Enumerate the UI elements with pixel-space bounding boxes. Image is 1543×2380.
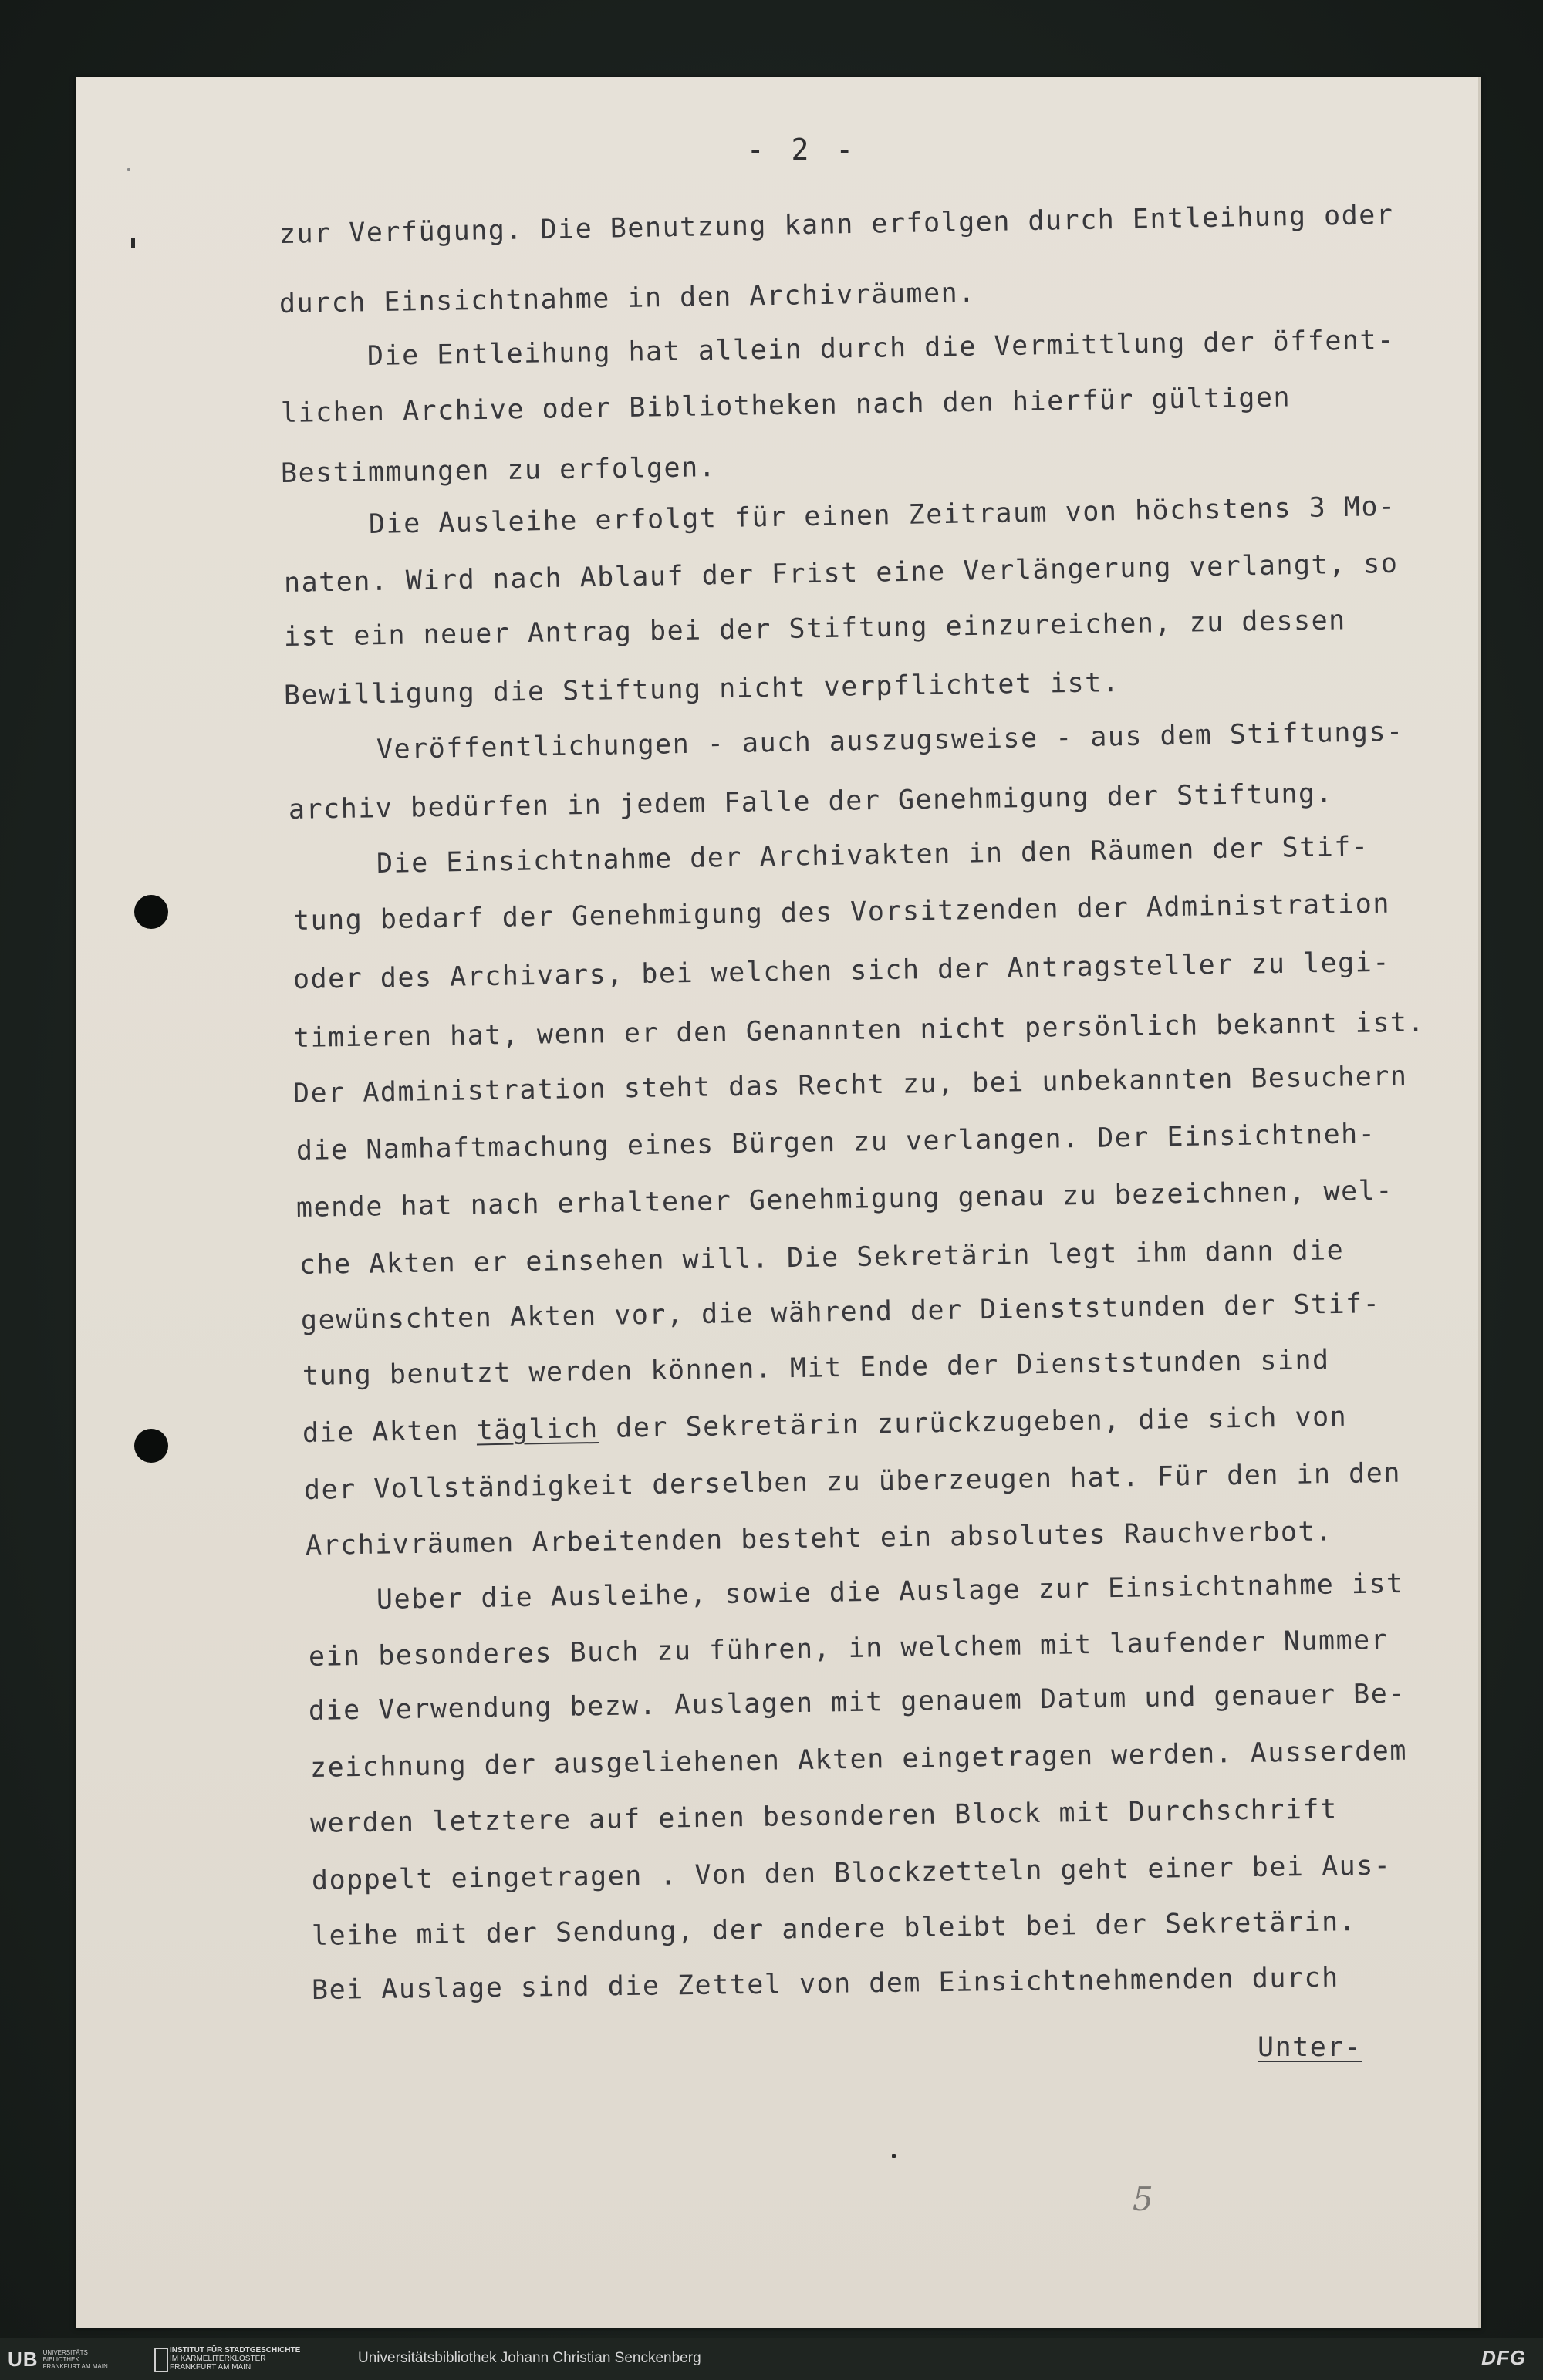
text-line: tung bedarf der Genehmigung des Vorsitzenden der Administration — [292, 888, 1391, 937]
text-line: timieren hat, wenn er den Genannten nicht persönlich bekannt ist. — [292, 1007, 1426, 1054]
text-line: Der Administration steht das Recht zu, bei unbekannten Besuchern — [292, 1061, 1408, 1109]
underlined-word: täglich — [476, 1413, 599, 1447]
viewer-footer — [0, 2338, 1543, 2380]
ub-logo-text: UB — [8, 2347, 39, 2371]
text-line: archiv bedürfen in jedem Falle der Genehmigung der Stiftung. — [288, 778, 1334, 825]
text-line: Bewilligung die Stiftung nicht verpflichtet ist. — [283, 667, 1120, 711]
text-line: der Vollständigkeit derselben zu überzeugen hat. Für den in den — [303, 1457, 1402, 1506]
punch-hole-bottom — [134, 1429, 168, 1463]
institute-subtitle: IM KARMELITERKLOSTER FRANKFURT AM MAIN — [170, 2355, 266, 2372]
text-line: durch Einsichtnahme in den Archivräumen. — [279, 277, 977, 319]
ub-logo-subtitle: UNIVERSITÄTS BIBLIOTHEK FRANKFURT AM MAIN — [42, 2348, 108, 2370]
text-line: die Namhaftmachung eines Bürgen zu verlangen. Der Einsichtneh- — [295, 1119, 1376, 1166]
ub-logo[interactable] — [8, 2345, 117, 2374]
text-line: che Akten er einsehen will. Die Sekretärin legt ihm dann die — [299, 1235, 1345, 1281]
text-line: oder des Archivars, bei welchen sich der Antragsteller zu legi- — [292, 947, 1391, 995]
library-name: Universitätsbibliothek Johann Christian Senckenberg — [358, 2350, 701, 2366]
institute-title: INSTITUT FÜR STADTGESCHICHTE — [170, 2346, 301, 2355]
text-line: ist ein neuer Antrag bei der Stiftung einzureichen, zu dessen — [283, 605, 1347, 653]
text-line: Die Entleihung hat allein durch die Vermittlung der öffent- — [366, 325, 1395, 372]
catchword: Unter- — [1258, 2032, 1362, 2063]
dfg-logo[interactable]: DFG — [1481, 2346, 1526, 2369]
text-line: Bestimmungen zu erfolgen. — [280, 452, 717, 489]
scan-speck — [892, 2154, 896, 2158]
text-segment: die Akten — [302, 1415, 478, 1449]
text-line: naten. Wird nach Ablauf der Frist eine Verlängerung verlangt, so — [283, 548, 1399, 599]
text-line: mende hat nach erhaltener Genehmigung genau zu bezeichnen, wel- — [295, 1175, 1394, 1224]
text-line: leihe mit der Sendung, der andere bleibt bei der Sekretärin. — [311, 1906, 1357, 1952]
text-segment: der Sekretärin zurückzugeben, die sich von — [598, 1401, 1348, 1444]
text-line: Ueber die Ausleihe, sowie die Auslage zur Einsichtnahme ist — [376, 1568, 1404, 1615]
scan-speck — [131, 238, 135, 248]
text-line: werden letztere auf einen besonderen Block mit Durchschrift — [309, 1794, 1338, 1839]
text-line: ein besonderes Buch zu führen, in welchem mit laufender Nummer — [308, 1625, 1389, 1673]
page-number: - 2 - — [746, 133, 859, 167]
text-line: Veröffentlichungen - auch auszugsweise - aus dem Stiftungs- — [376, 716, 1404, 765]
text-line: doppelt eingetragen . Von den Blockzetteln geht einer bei Aus- — [311, 1850, 1392, 1896]
institute-logo[interactable] — [170, 2346, 301, 2372]
text-line: Archivräumen Arbeitenden besteht ein absolutes Rauchverbot. — [305, 1516, 1333, 1561]
text-line: zur Verfügung. Die Benutzung kann erfolgen durch Entleihung oder — [279, 199, 1394, 250]
text-line: Bei Auslage sind die Zettel von dem Einsichtnehmenden durch — [311, 1962, 1339, 2006]
text-line: tung benutzt werden können. Mit Ende der Dienststunden sind — [302, 1345, 1330, 1392]
scan-speck — [127, 168, 130, 171]
text-line: Die Ausleihe erfolgt für einen Zeitraum von höchstens 3 Mo- — [368, 491, 1396, 540]
institute-icon — [154, 2348, 168, 2372]
pencil-page-mark: 5 — [1133, 2180, 1153, 2218]
text-line: Die Einsichtnahme der Archivakten in den Räumen der Stif- — [376, 831, 1369, 879]
text-line: zeichnung der ausgeliehenen Akten eingetragen werden. Ausserdem — [309, 1735, 1408, 1784]
text-line: die Verwendung bezw. Auslagen mit genauem Datum und genauer Be- — [308, 1678, 1406, 1727]
text-line: gewünschten Akten vor, die während der Dienststunden der Stif- — [300, 1288, 1381, 1336]
punch-hole-top — [134, 895, 168, 929]
text-line: lichen Archive oder Bibliotheken nach den hierfür gültigen — [280, 382, 1291, 429]
